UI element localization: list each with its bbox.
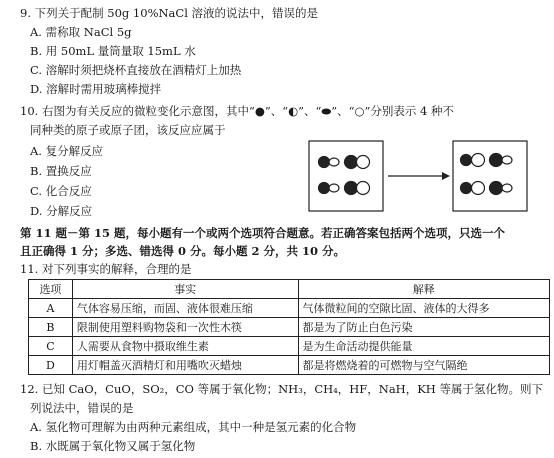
- q12-stem-line1: 12. 已知 CaO，CuO，SO₂，CO 等属于氧化物；NH₃，CH₄，HF，NaH，KH 等属于氢化物。则下: [20, 382, 543, 396]
- reactant-particles: [319, 156, 370, 195]
- table-cell-option: A: [29, 299, 73, 318]
- table-row: [29, 356, 550, 375]
- q10-option-a: A. 复分解反应: [30, 144, 104, 158]
- q10-option-c: C. 化合反应: [30, 184, 92, 198]
- table-cell-fact: 限制使用塑料购物袋和一次性木筷: [72, 318, 298, 337]
- table-cell-explanation: 气体微粒间的空隙比固、液体的大得多: [298, 299, 550, 318]
- reaction-diagram: [308, 140, 528, 212]
- q9-option-c: C. 溶解时须把烧杯直接放在酒精灯上加热: [30, 63, 242, 77]
- table-cell-fact: 气体容易压缩，而固、液体很难压缩: [72, 299, 298, 318]
- product-box: [453, 141, 527, 211]
- table-cell-option: B: [29, 318, 73, 337]
- q10-stem-line1: 10. 右图为有关反应的微粒变化示意图，其中“●”、“◐”、“⬬”、“○”分别表示 4 种不: [20, 104, 455, 118]
- q9-stem: 9. 下列关于配制 50g 10%NaCl 溶液的说法中，错误的是: [20, 6, 319, 20]
- product-particles: [461, 154, 513, 195]
- table-cell-explanation: 都是为了防止白色污染: [298, 318, 550, 337]
- q10-option-d: D. 分解反应: [30, 204, 93, 218]
- table-cell-explanation: 都是将燃烧着的可燃物与空气隔绝: [298, 356, 550, 375]
- table-header-row: [29, 280, 550, 299]
- q11-stem: 11. 对下列事实的解释，合理的是: [20, 262, 192, 276]
- q12-option-b: B. 水既属于氧化物又属于氢化物: [30, 439, 196, 453]
- table-cell-explanation: 是为生命活动提供能量: [298, 337, 550, 356]
- q9-option-b: B. 用 50mL 量筒量取 15mL 水: [30, 44, 196, 58]
- table-cell-option: C: [29, 337, 73, 356]
- q11-table: [28, 279, 550, 375]
- section-instruction-line2: 且正确得 1 分；多选、错选得 0 分。每小题 2 分，共 10 分。: [20, 244, 346, 258]
- q9-option-d: D. 溶解时需用玻璃棒搅拌: [30, 82, 162, 96]
- table-header-explanation: 解释: [298, 280, 550, 299]
- q12-option-a: A. 氢化物可理解为由两种元素组成，其中一种是氢元素的化合物: [30, 420, 357, 434]
- q10-stem-line2: 同种类的原子或原子团，该反应应属于: [30, 123, 226, 137]
- q9-option-a: A. 需称取 NaCl 5g: [30, 25, 132, 39]
- q12-stem-line2: 列说法中，错误的是: [30, 401, 134, 415]
- table-cell-fact: 人需要从食物中摄取维生素: [72, 337, 298, 356]
- reactant-box: [309, 141, 383, 211]
- table-header-option: 选项: [29, 280, 73, 299]
- table-row: [29, 318, 550, 337]
- table-cell-fact: 用灯帽盖灭酒精灯和用嘴吹灭蜡烛: [72, 356, 298, 375]
- section-instruction-line1: 第 11 题－第 15 题，每小题有一个或两个选项符合题意。若正确答案包括两个选项，只选一个: [20, 226, 506, 240]
- table-row: [29, 337, 550, 356]
- reaction-arrowhead: [442, 172, 450, 180]
- table-row: [29, 299, 550, 318]
- table-cell-option: D: [29, 356, 73, 375]
- q10-option-b: B. 置换反应: [30, 164, 92, 178]
- table-header-fact: 事实: [72, 280, 298, 299]
